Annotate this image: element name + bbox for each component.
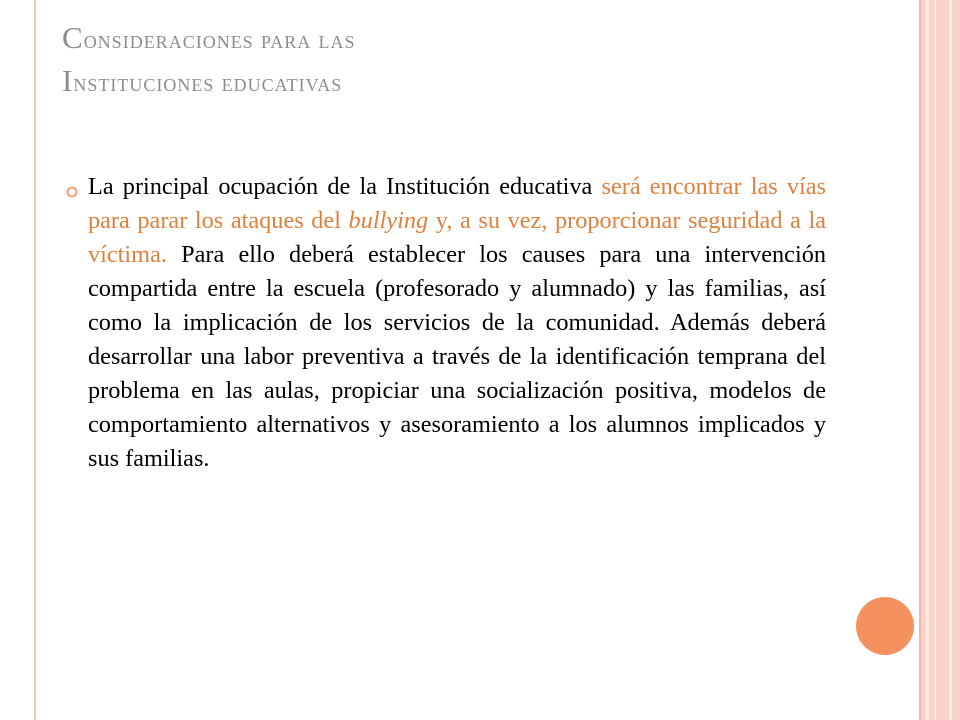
- right-band-stripe: [926, 0, 929, 720]
- title-line-1: [62, 18, 902, 61]
- circle-decoration: [856, 597, 914, 655]
- title-line-1-initial: C: [62, 20, 84, 55]
- slide-title: [62, 18, 902, 104]
- title-line-2-initial: I: [62, 63, 74, 98]
- paragraph-accent-1: será encontrar las vías para parar los ataques del: [88, 173, 827, 234]
- paragraph-text-2: Para ello deberá establecer los causes para una intervención compartida entre la escuela (profesorado y alumnado) y las familias, así como la implicación de los servicios de la comunidad. Además deberá desarrollar una labor preventiva a través de la identificación temprana del problema en las aulas, propiciar una socialización positiva, modelos de comportamiento alternativos y asesoramiento a los alumnos implicados y sus familias.: [88, 241, 826, 472]
- right-band-edge: [919, 0, 921, 720]
- title-line-2-text: nstituciones educativas: [73, 70, 343, 97]
- paragraph-accent-2: y, a su vez, proporcionar seguridad a la víctima.: [88, 207, 826, 268]
- title-line-2: [62, 61, 902, 104]
- paragraph-accent-italic: bullying: [348, 207, 429, 234]
- right-band-stripe: [949, 0, 952, 720]
- title-line-1-text: onsideraciones para las: [83, 27, 356, 54]
- ring-bullet-icon: [66, 186, 78, 198]
- bullet-paragraph: [88, 170, 826, 476]
- paragraph-text-1: La principal ocupación de la Institución educativa: [88, 173, 602, 200]
- right-band-stripe: [934, 0, 936, 720]
- left-border-rule: [34, 0, 36, 720]
